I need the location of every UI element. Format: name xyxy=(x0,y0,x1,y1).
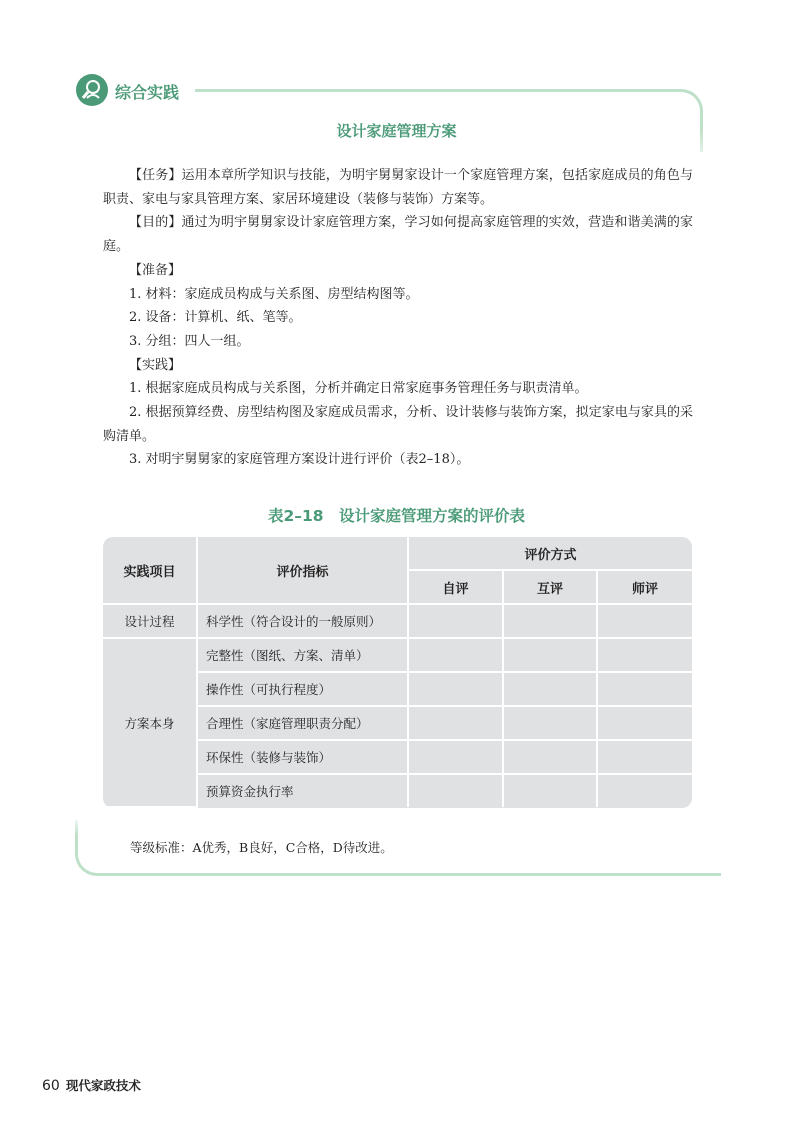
paragraph: 2. 设备：计算机、纸、笔等。 xyxy=(129,310,302,326)
header-item: 实践项目 xyxy=(103,537,197,604)
paragraph: 【准备】 xyxy=(129,262,182,278)
table-row xyxy=(103,638,692,672)
group-cell: 设计过程 xyxy=(103,604,197,638)
header-index: 评价指标 xyxy=(197,537,408,604)
index-cell: 完整性（图纸、方案、清单） xyxy=(197,638,408,672)
group-cell: 方案本身 xyxy=(103,638,197,807)
paragraph: 3. 对明宇舅舅家的家庭管理方案设计进行评价（表2–18）。 xyxy=(129,452,470,468)
paragraph: 1. 根据家庭成员构成与关系图，分析并确定日常家庭事务管理任务与职责清单。 xyxy=(129,381,588,397)
header-method: 评价方式 xyxy=(408,537,692,570)
practice-icon xyxy=(76,74,108,106)
section-label: 综合实践 xyxy=(115,83,180,102)
index-cell: 环保性（装修与装饰） xyxy=(197,740,408,774)
evaluation-table xyxy=(103,537,692,808)
footer xyxy=(42,1076,141,1094)
index-cell: 操作性（可执行程度） xyxy=(197,672,408,706)
paragraph: 【任务】运用本章所学知识与技能，为明宇舅舅家设计一个家庭管理方案，包括家庭成员的角色与职责、家电与家具管理方案、家居环境建设（装修与装饰）方案等。 xyxy=(103,168,693,207)
header-peer: 互评 xyxy=(503,570,597,604)
header-teacher: 师评 xyxy=(597,570,692,604)
page-number: 60 xyxy=(42,1078,60,1094)
grading-note: 等级标准：A优秀，B良好，C合格，D待改进。 xyxy=(130,840,393,855)
header-self: 自评 xyxy=(408,570,503,604)
paragraph: 【实践】 xyxy=(129,357,182,373)
table-caption: 表2–18 设计家庭管理方案的评价表 xyxy=(267,507,526,525)
index-cell: 科学性（符合设计的一般原则） xyxy=(197,604,408,638)
paragraph: 【目的】通过为明宇舅舅家设计家庭管理方案，学习如何提高家庭管理的实效，营造和谐美满的家庭。 xyxy=(103,215,693,255)
paragraph: 2. 根据预算经费、房型结构图及家庭成员需求，分析、设计装修与装饰方案，拟定家电与家具的采购清单。 xyxy=(103,405,693,444)
paragraph: 3. 分组：四人一组。 xyxy=(129,333,250,349)
table-row xyxy=(103,604,692,638)
paragraph: 1. 材料：家庭成员构成与关系图、房型结构图等。 xyxy=(129,286,419,302)
index-cell: 预算资金执行率 xyxy=(197,774,408,807)
body-text xyxy=(103,164,693,472)
book-title: 现代家政技术 xyxy=(65,1078,141,1093)
page-title: 设计家庭管理方案 xyxy=(336,122,457,140)
frame-fade xyxy=(72,815,80,835)
index-cell: 合理性（家庭管理职责分配） xyxy=(197,706,408,740)
